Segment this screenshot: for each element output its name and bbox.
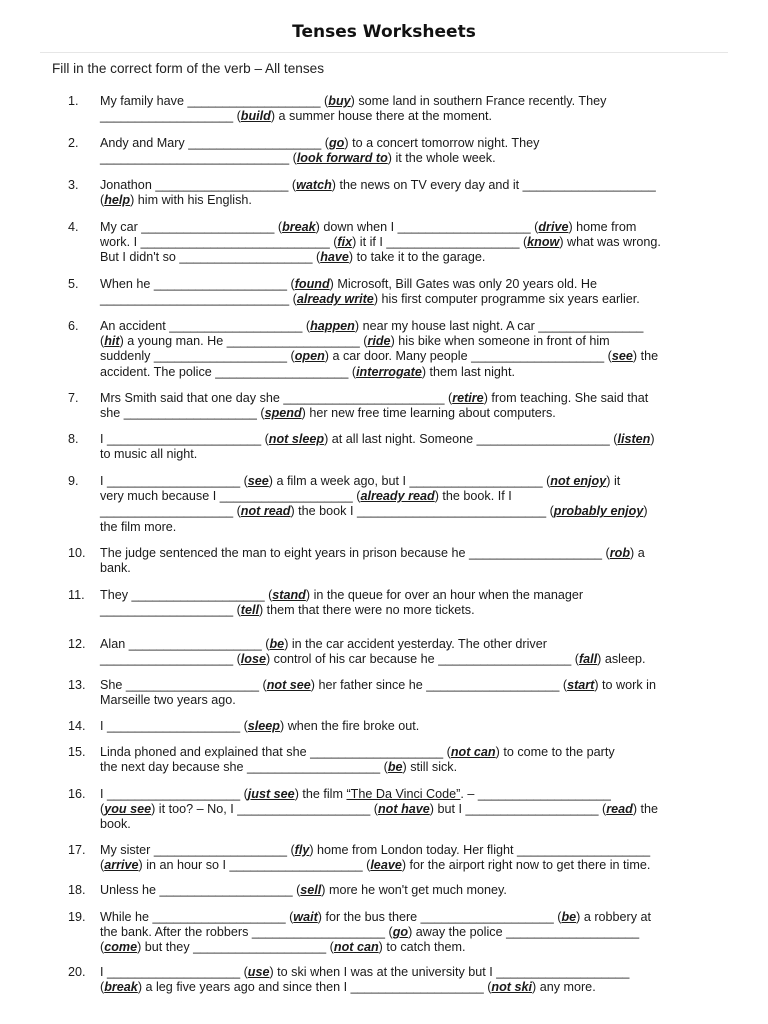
question-line: But I didn't so ___________________ (have) to take it to the garage. (100, 250, 486, 265)
question-line: ___________________ (not read) the book I ___________________________ (probably enjoy) (100, 504, 648, 519)
question-text (100, 588, 720, 618)
quoted-title: “The Da Vinci Code” (346, 787, 461, 801)
question-line: the next day because she ___________________ (be) still sick. (100, 760, 458, 775)
question-item (70, 136, 720, 166)
question-line: suddenly ___________________ (open) a car door. Many people ___________________ (see) the (100, 349, 659, 364)
question-item (70, 843, 720, 873)
verb-hint: drive (538, 220, 569, 234)
verb-hint: break (282, 220, 316, 234)
question-line: While he ___________________ (wait) for the bus there ___________________ (be) a robbery at (100, 910, 652, 924)
verb-hint: build (240, 109, 271, 124)
question-text (100, 136, 720, 166)
verb-hint: arrive (104, 858, 139, 873)
instructions: Fill in the correct form of the verb – All tenses (52, 61, 324, 76)
question-line: ___________________________ (look forward to) it the whole week. (100, 151, 496, 166)
verb-hint: see (247, 474, 269, 488)
question-line: I ___________________ (see) a film a week ago, but I ___________________ (not enjoy) it (100, 474, 621, 488)
verb-hint: already write (296, 292, 374, 307)
question-text (100, 787, 720, 833)
question-line: bank. (100, 561, 131, 576)
verb-hint: not can (333, 940, 379, 955)
question-number: 13. (68, 678, 86, 692)
verb-hint: see (611, 349, 633, 364)
verb-hint: not see (266, 678, 311, 692)
question-text (100, 678, 720, 708)
verb-hint: break (104, 980, 138, 995)
verb-hint: rob (609, 546, 631, 560)
question-number: 9. (68, 474, 79, 488)
question-number: 3. (68, 178, 79, 192)
question-line: (arrive) in an hour so I ___________________ (leave) for the airport right now to get there in time. (100, 858, 651, 873)
question-line: the bank. After the robbers ___________________ (go) away the police ___________________ (100, 925, 640, 940)
verb-hint: stand (272, 588, 306, 602)
verb-hint: not sleep (268, 432, 325, 446)
question-text (100, 965, 720, 995)
verb-hint: ride (367, 334, 391, 349)
verb-hint: have (320, 250, 349, 265)
question-text (100, 637, 720, 667)
question-line: I ___________________ (use) to ski when I was at the university but I ___________________ (100, 965, 630, 979)
verb-hint: fly (294, 843, 310, 857)
question-item (70, 432, 720, 462)
question-number: 2. (68, 136, 79, 150)
verb-hint: be (387, 760, 403, 775)
question-line: accident. The police ___________________ (interrogate) them last night. (100, 364, 515, 379)
verb-hint: probably enjoy (553, 504, 644, 519)
question-number: 16. (68, 787, 86, 801)
verb-hint: buy (328, 94, 351, 108)
verb-hint: open (294, 349, 325, 364)
question-item (70, 94, 720, 124)
verb-hint: watch (296, 178, 332, 192)
verb-hint: sell (300, 883, 322, 897)
question-text (100, 319, 720, 380)
verb-hint: found (294, 277, 330, 291)
question-line: to music all night. (100, 447, 198, 462)
question-item (70, 588, 720, 618)
question-number: 19. (68, 910, 86, 924)
question-line: When he ___________________ (found) Microsoft, Bill Gates was only 20 years old. He (100, 277, 598, 291)
question-line: work. I ___________________________ (fix) it if I ___________________ (know) what was wrong. (100, 235, 661, 250)
question-line: (hit) a young man. He ___________________ (ride) his bike when someone in front of him (100, 334, 610, 349)
question-number: 1. (68, 94, 79, 108)
question-item (70, 546, 720, 576)
verb-hint: not have (377, 802, 430, 817)
question-item (70, 220, 720, 266)
verb-hint: just see (247, 787, 295, 801)
question-text (100, 546, 720, 576)
verb-hint: not enjoy (550, 474, 607, 488)
question-item (70, 883, 720, 898)
question-line: I ___________________ (just see) the film “The Da Vinci Code”. – ___________________ (100, 787, 611, 801)
question-text (100, 94, 720, 124)
question-text (100, 432, 720, 462)
verb-hint: look forward to (296, 151, 388, 166)
verb-hint: go (392, 925, 409, 940)
question-text (100, 474, 720, 535)
question-number: 18. (68, 883, 86, 897)
question-text (100, 745, 720, 775)
verb-hint: retire (452, 391, 484, 405)
question-text (100, 178, 720, 208)
verb-hint: listen (617, 432, 651, 446)
verb-hint: start (567, 678, 595, 692)
question-text (100, 910, 720, 956)
question-text (100, 220, 720, 266)
verb-hint: use (247, 965, 270, 979)
verb-hint: not read (240, 504, 291, 519)
question-line: They ___________________ (stand) in the queue for over an hour when the manager (100, 588, 584, 602)
page-title: Tenses Worksheets (292, 22, 476, 42)
verb-hint: read (606, 802, 633, 817)
verb-hint: you see (104, 802, 152, 817)
question-number: 17. (68, 843, 86, 857)
question-line: My car ___________________ (break) down when I ___________________ (drive) home from (100, 220, 637, 234)
verb-hint: know (527, 235, 560, 250)
verb-hint: spend (264, 406, 302, 421)
question-line: (come) but they ___________________ (not can) to catch them. (100, 940, 466, 955)
question-line: she ___________________ (spend) her new free time learning about computers. (100, 406, 556, 421)
question-number: 14. (68, 719, 86, 733)
question-item (70, 277, 720, 307)
verb-hint: come (104, 940, 138, 955)
question-item (70, 910, 720, 956)
question-line: My sister ___________________ (fly) home from London today. Her flight ___________________ (100, 843, 651, 857)
question-line: book. (100, 817, 131, 832)
verb-hint: be (269, 637, 285, 651)
question-line: I ___________________ (sleep) when the fire broke out. (100, 719, 420, 733)
verb-hint: wait (293, 910, 318, 924)
question-text (100, 277, 720, 307)
question-line: Marseille two years ago. (100, 693, 236, 708)
verb-hint: help (104, 193, 131, 208)
verb-hint: happen (310, 319, 355, 333)
question-line: Alan ___________________ (be) in the car accident yesterday. The other driver (100, 637, 547, 651)
verb-hint: be (561, 910, 577, 924)
question-item (70, 391, 720, 421)
title-divider (40, 52, 728, 53)
question-number: 7. (68, 391, 79, 405)
verb-hint: hit (104, 334, 120, 349)
verb-hint: tell (240, 603, 259, 618)
verb-hint: not can (450, 745, 496, 759)
verb-hint: go (328, 136, 345, 150)
question-line: very much because I ___________________ (already read) the book. If I (100, 489, 512, 504)
verb-hint: fix (337, 235, 353, 250)
question-line: She ___________________ (not see) her father since he ___________________ (start) to work in (100, 678, 656, 692)
question-line: The judge sentenced the man to eight years in prison because he ___________________ (rob) a (100, 546, 645, 560)
question-line: Linda phoned and explained that she ___________________ (not can) to come to the party (100, 745, 615, 759)
question-line: ___________________ (lose) control of his car because he ___________________ (fall) asleep. (100, 652, 646, 667)
question-line: I ______________________ (not sleep) at all last night. Someone ___________________ (listen) (100, 432, 655, 446)
question-item (70, 719, 720, 734)
question-text (100, 883, 720, 898)
verb-hint: sleep (247, 719, 280, 733)
question-text (100, 843, 720, 873)
verb-hint: fall (578, 652, 598, 667)
question-item (70, 745, 720, 775)
question-line: (help) him with his English. (100, 193, 252, 208)
question-item (70, 965, 720, 995)
question-number: 15. (68, 745, 86, 759)
question-item (70, 474, 720, 535)
question-line: Jonathon ___________________ (watch) the news on TV every day and it ___________________ (100, 178, 656, 192)
question-item (70, 178, 720, 208)
verb-hint: lose (240, 652, 266, 667)
verb-hint: interrogate (356, 364, 422, 379)
question-number: 11. (68, 588, 85, 602)
question-item (70, 678, 720, 708)
question-line: ___________________ (build) a summer house there at the moment. (100, 109, 493, 124)
question-line: Mrs Smith said that one day she _______________________ (retire) from teaching. She said that (100, 391, 649, 405)
question-number: 6. (68, 319, 79, 333)
question-line: Unless he ___________________ (sell) more he won't get much money. (100, 883, 507, 897)
verb-hint: leave (370, 858, 402, 873)
question-line: Andy and Mary ___________________ (go) to a concert tomorrow night. They (100, 136, 540, 150)
question-text (100, 391, 720, 421)
question-item (70, 787, 720, 833)
question-item (70, 637, 720, 667)
question-line: ___________________ (tell) them that there were no more tickets. (100, 603, 475, 618)
question-text (100, 719, 720, 734)
question-number: 5. (68, 277, 79, 291)
question-line: An accident ___________________ (happen) near my house last night. A car _______________ (100, 319, 644, 333)
question-number: 10. (68, 546, 86, 560)
question-line: My family have ___________________ (buy) some land in southern France recently. They (100, 94, 607, 108)
question-number: 12. (68, 637, 86, 651)
question-line: the film more. (100, 519, 177, 534)
question-number: 4. (68, 220, 79, 234)
question-number: 8. (68, 432, 79, 446)
question-line: (you see) it too? – No, I ___________________ (not have) but I ___________________ (read) the (100, 802, 659, 817)
question-number: 20. (68, 965, 86, 979)
verb-hint: not ski (491, 980, 532, 995)
question-item (70, 319, 720, 380)
verb-hint: already read (360, 489, 435, 504)
question-line: ___________________________ (already write) his first computer programme six years earlier. (100, 292, 640, 307)
question-line: (break) a leg five years ago and since then I ___________________ (not ski) any more. (100, 980, 596, 995)
